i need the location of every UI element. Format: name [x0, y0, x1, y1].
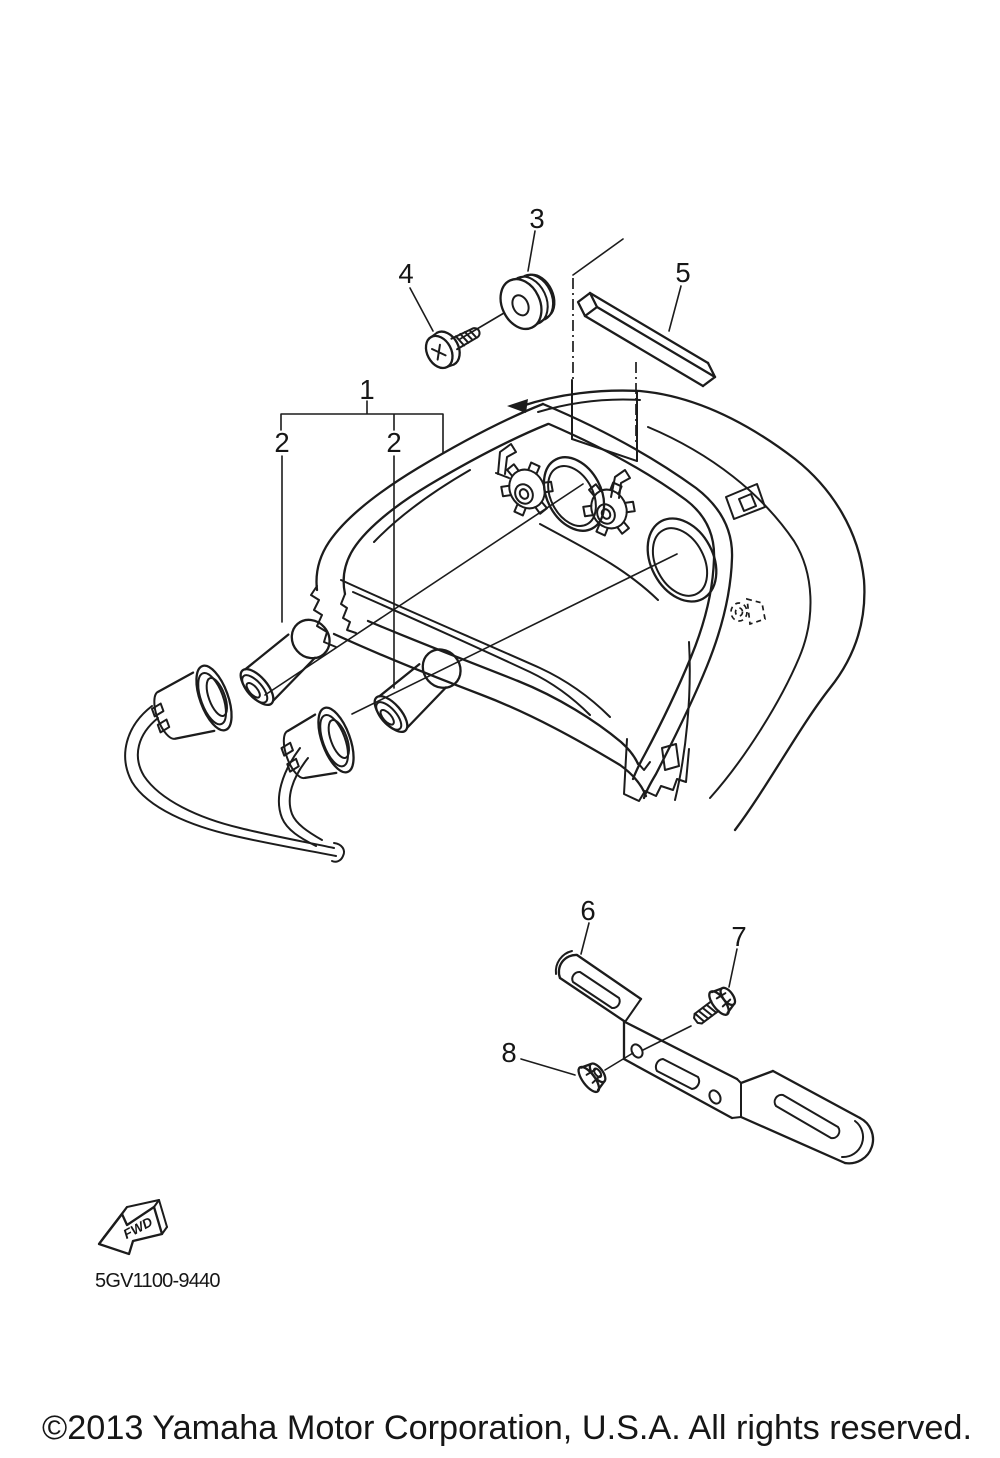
rim-right-outer: [543, 404, 732, 798]
bulb-left: [235, 611, 340, 710]
bracket-hole-left: [629, 1042, 645, 1059]
leader-7: [729, 949, 737, 987]
bulb-socket-left: [144, 661, 239, 751]
bulb-holder-right: [574, 473, 644, 546]
rim-left-outer: [317, 404, 544, 590]
rim-bottom-inner: [368, 621, 638, 764]
leader-3: [528, 231, 535, 271]
callout-7: 7: [731, 921, 747, 952]
callout-8: 8: [501, 1037, 517, 1068]
leader-1-bracket: [281, 401, 443, 453]
bulb-socket-right: [274, 703, 361, 790]
copyright-line: ©2013 Yamaha Motor Corporation, U.S.A. All rights reserved.: [42, 1409, 972, 1447]
callout-5: 5: [675, 257, 691, 288]
bracket-hole-right: [707, 1088, 723, 1105]
panel-corner-line: [573, 239, 623, 275]
leader-6: [581, 923, 589, 954]
callout-2-right: 2: [386, 427, 402, 458]
side-tab-hole: [739, 494, 756, 511]
lens-top-inner-line: [538, 400, 640, 413]
lamp-opening-right: [634, 507, 730, 614]
side-tab: [726, 484, 765, 519]
screw: [420, 315, 487, 374]
leader-4: [410, 288, 433, 331]
bolt-axis-line: [643, 1026, 691, 1050]
damper-strip: [578, 293, 715, 386]
panel-shelf-line: [540, 524, 658, 600]
phillips-cross-icon: [432, 345, 446, 360]
left-foot-inner: [341, 594, 356, 633]
bracket-center-slot: [656, 1059, 699, 1089]
callout-6: 6: [580, 895, 596, 926]
wire-end-break: [332, 843, 344, 862]
holder-clip-arm-left: [496, 444, 516, 478]
callout-3: 3: [529, 203, 545, 234]
fwd-label: FWD: [120, 1214, 155, 1242]
leader-5: [669, 286, 681, 331]
leader-8: [521, 1059, 575, 1075]
fwd-arrow-icon: [99, 1200, 167, 1254]
bottom-foot: [624, 739, 689, 801]
callout-1: 1: [359, 374, 375, 405]
holder-clip-arm-right: [611, 470, 630, 498]
rim-left-inner: [344, 424, 548, 594]
panel-bottom-edge: [572, 439, 637, 461]
callout-leaders: [281, 231, 737, 1075]
grommet: [493, 266, 563, 335]
rim-left-contour: [374, 470, 470, 542]
flange-bolt: [687, 982, 740, 1031]
callout-2-left: 2: [274, 427, 290, 458]
lens-outline: [522, 391, 864, 830]
part-code: 5GV1100-9440: [95, 1270, 221, 1292]
socket-wires: [125, 706, 344, 862]
license-bracket: [556, 951, 873, 1163]
left-foot-notch: [311, 586, 336, 647]
callout-4: 4: [398, 258, 414, 289]
hidden-screw-dashed: [731, 599, 765, 624]
flange-nut: [575, 1058, 611, 1095]
